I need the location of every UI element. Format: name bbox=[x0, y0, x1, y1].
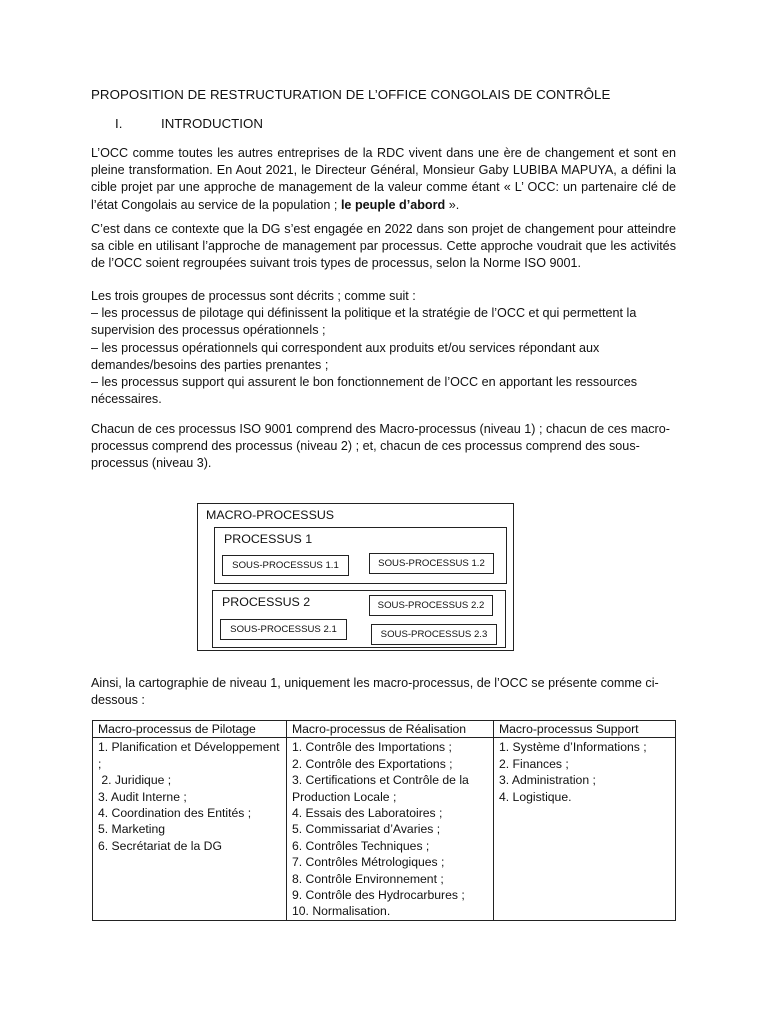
paragraph-cartography: Ainsi, la cartographie de niveau 1, uniquement les macro-processus, de l’OCC se présente comme ci-dessous : bbox=[91, 676, 659, 708]
sub-process-2-3: SOUS-PROCESSUS 2.3 bbox=[371, 624, 497, 645]
process-groups-intro: Les trois groupes de processus sont décrits ; comme suit : bbox=[91, 289, 416, 303]
section-label: INTRODUCTION bbox=[161, 116, 263, 131]
pilotage-cell bbox=[93, 738, 287, 920]
process2-label: PROCESSUS 2 bbox=[222, 595, 311, 609]
list-item: 2. Finances ; bbox=[499, 756, 569, 771]
process-group-item: – les processus support qui assurent le bon fonctionnement de l’OCC en apportant les ressources nécessaires. bbox=[91, 375, 638, 407]
list-item: 5. Marketing bbox=[98, 822, 166, 837]
list-item: 1. Contrôle des Importations ; bbox=[292, 740, 452, 755]
list-item: 2. Contrôle des Exportations ; bbox=[292, 756, 453, 771]
document-title: PROPOSITION DE RESTRUCTURATION DE L’OFFICE CONGOLAIS DE CONTRÔLE bbox=[91, 87, 611, 102]
paragraph-iso-levels: Chacun de ces processus ISO 9001 comprend des Macro-processus (niveau 1) ; chacun de ces macro-processus comprend des processus (niveau 2) ; et, chacun de ces processus comprend des sous-processus (niveau 3). bbox=[91, 422, 670, 471]
header-support: Macro-processus Support bbox=[494, 721, 676, 738]
section-number: I. bbox=[115, 116, 123, 131]
table-header-row bbox=[93, 721, 676, 738]
list-item: 3. Certifications et Contrôle de la Production Locale ; bbox=[292, 773, 469, 804]
list-item: 6. Contrôles Techniques ; bbox=[292, 838, 430, 853]
realisation-cell bbox=[287, 738, 494, 920]
sub-process-1-2: SOUS-PROCESSUS 1.2 bbox=[369, 553, 494, 574]
list-item: 2. Juridique ; bbox=[98, 773, 172, 788]
list-item: 4. Logistique. bbox=[499, 789, 572, 804]
paragraph-context: C’est dans ce contexte que la DG s’est engagée en 2022 dans son projet de changement pour atteindre sa cible en utilisant l’approche de management par processus. Cette approche voudrait que les activités de l’OCC soient regroupées suivant trois types de processus, selon la Norme ISO 9001. bbox=[91, 222, 676, 271]
process-hierarchy-diagram bbox=[197, 503, 514, 651]
list-item: 9. Contrôle des Hydrocarbures ; bbox=[292, 888, 465, 903]
paragraph-intro: L’OCC comme toutes les autres entreprises de la RDC vivent dans une ère de changement et sont en pleine transformation. En Aout 2021, le Directeur Général, Monsieur Gaby LUBIBA MAPUYA, a défini la cible projet par une approche de management de la valeur comme étant « L’ OCC: un partenaire clé de l’état Congolais au service de la population ; le peuple d’abord ». bbox=[91, 146, 676, 212]
paragraph-process-groups bbox=[91, 288, 676, 408]
sub-process-2-2: SOUS-PROCESSUS 2.2 bbox=[369, 595, 493, 616]
list-item: 3. Administration ; bbox=[499, 773, 596, 788]
list-item: 8. Contrôle Environnement ; bbox=[292, 871, 444, 886]
header-realisation: Macro-processus de Réalisation bbox=[287, 721, 494, 738]
list-item: 4. Coordination des Entités ; bbox=[98, 806, 252, 821]
motto-bold: le peuple d’abord bbox=[340, 197, 446, 212]
list-item: 3. Audit Interne ; bbox=[98, 789, 187, 804]
header-pilotage: Macro-processus de Pilotage bbox=[93, 721, 287, 738]
macro-process-table bbox=[92, 720, 676, 921]
sub-process-1-1: SOUS-PROCESSUS 1.1 bbox=[222, 555, 349, 576]
process1-label: PROCESSUS 1 bbox=[224, 532, 313, 546]
process-group-item: – les processus opérationnels qui correspondent aux produits et/ou services répondant aux demandes/besoins des parties prenantes ; bbox=[91, 340, 600, 372]
list-item: 6. Secrétariat de la DG bbox=[98, 838, 222, 853]
list-item: 7. Contrôles Métrologiques ; bbox=[292, 855, 445, 870]
list-item: 5. Commissariat d’Avaries ; bbox=[292, 822, 441, 837]
list-item: 1. Planification et Développement ; bbox=[98, 740, 280, 771]
list-item: 10. Normalisation. bbox=[292, 904, 391, 919]
sub-process-2-1: SOUS-PROCESSUS 2.1 bbox=[220, 619, 347, 640]
support-cell bbox=[494, 738, 676, 920]
table-row bbox=[93, 738, 676, 920]
process-group-item: – les processus de pilotage qui définissent la politique et la stratégie de l’OCC et qui permettent la supervision des processus opérationnels ; bbox=[91, 306, 637, 338]
macro-process-label: MACRO-PROCESSUS bbox=[206, 508, 335, 522]
list-item: 1. Système d’Informations ; bbox=[499, 740, 647, 755]
list-item: 4. Essais des Laboratoires ; bbox=[292, 806, 443, 821]
